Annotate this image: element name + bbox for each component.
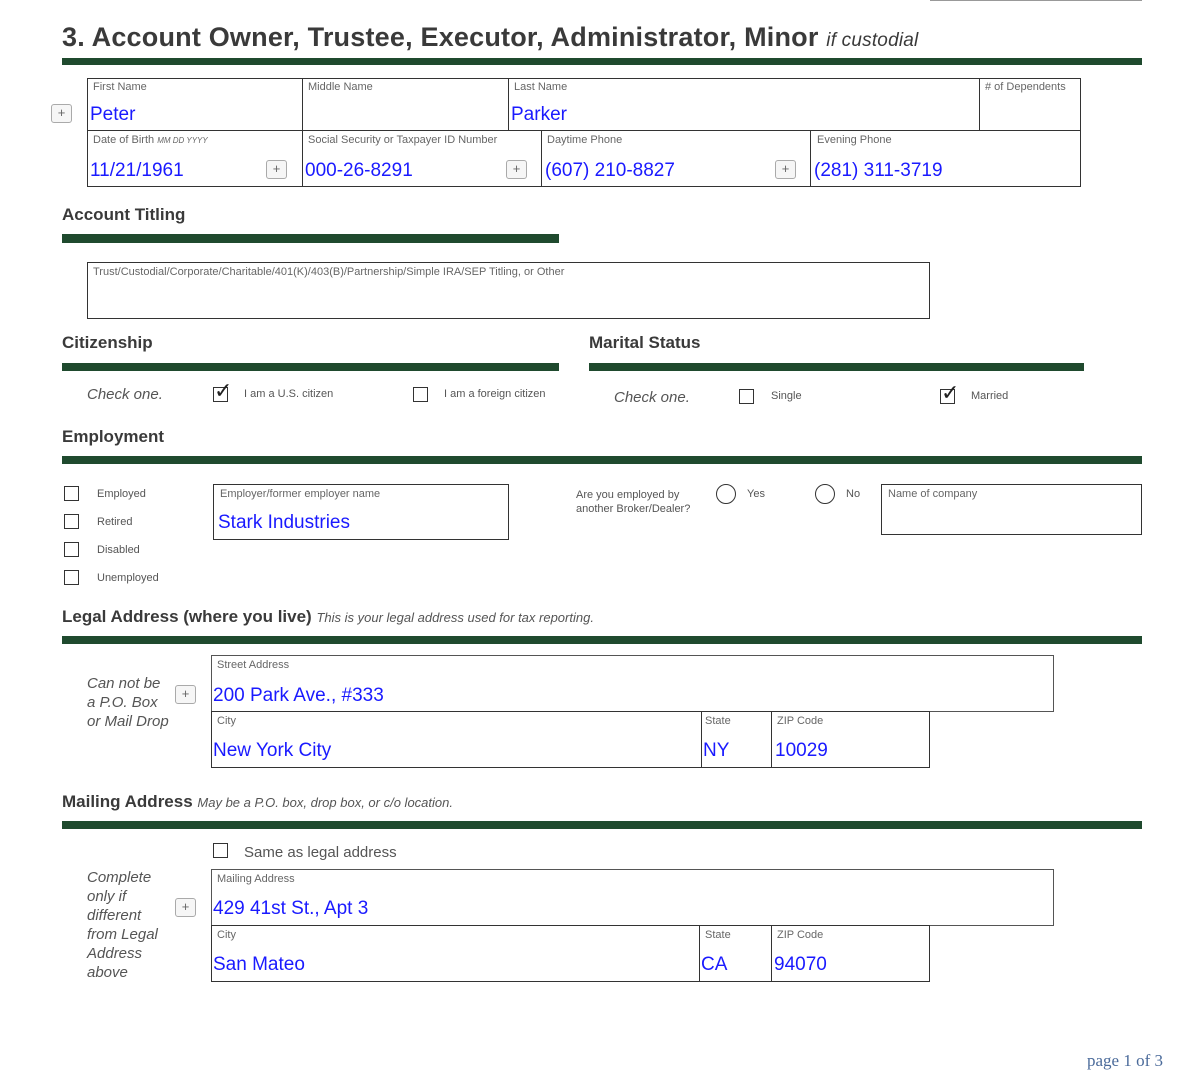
employer-label: Employer/former employer name <box>220 488 381 500</box>
mailing-zip-label: ZIP Code <box>777 929 824 941</box>
mailing-address-heading-text: Mailing Address <box>62 792 193 811</box>
married-checkmark: ✓ <box>941 380 960 405</box>
middle-name-label: Middle Name <box>308 81 373 93</box>
single-label: Single <box>771 390 802 402</box>
married-label: Married <box>971 390 1009 402</box>
mailing-address-label: Mailing Address <box>217 873 295 885</box>
last-name-value[interactable]: Parker <box>511 104 567 125</box>
mailing-zip-value[interactable]: 94070 <box>774 954 827 975</box>
legal-address-rule <box>62 636 1142 644</box>
mailing-state-value[interactable]: CA <box>701 954 728 975</box>
mailing-address-expand-button[interactable]: + <box>175 898 196 917</box>
legal-address-heading-text: Legal Address (where you live) <box>62 607 312 626</box>
retired-checkbox[interactable] <box>64 514 79 529</box>
first-name-value[interactable]: Peter <box>90 104 136 125</box>
unemployed-checkbox[interactable] <box>64 570 79 585</box>
mailing-city-label: City <box>217 929 236 941</box>
last-name-field[interactable] <box>508 78 981 132</box>
employment-heading: Employment <box>62 427 165 446</box>
marital-heading: Marital Status <box>589 333 701 352</box>
citizenship-heading: Citizenship <box>62 333 153 352</box>
ssn-value[interactable]: 000-26-8291 <box>305 160 413 181</box>
legal-zip-value[interactable]: 10029 <box>775 740 828 761</box>
marital-rule <box>589 363 1084 371</box>
marital-instruction: Check one. <box>614 389 690 406</box>
disabled-checkbox[interactable] <box>64 542 79 557</box>
legal-city-label: City <box>217 715 236 727</box>
mailing-address-value[interactable]: 429 41st St., Apt 3 <box>213 898 369 919</box>
section-title <box>62 22 918 53</box>
broker-no-label: No <box>846 488 861 500</box>
section-title-suffix: if custodial <box>826 30 919 51</box>
citizenship-rule <box>62 363 559 371</box>
legal-address-side-note: Can not be a P.O. Box or Mail Drop <box>87 675 169 730</box>
account-titling-rule <box>62 234 559 243</box>
employed-checkbox[interactable] <box>64 486 79 501</box>
legal-city-value[interactable]: New York City <box>213 740 332 761</box>
broker-yes-radio[interactable] <box>716 484 736 504</box>
last-name-label: Last Name <box>514 81 568 93</box>
dob-label-text: Date of Birth <box>93 134 155 146</box>
foreign-citizen-checkbox[interactable] <box>413 387 428 402</box>
us-citizen-checkmark: ✓ <box>214 378 233 403</box>
retired-label: Retired <box>97 516 133 528</box>
same-as-legal-checkbox[interactable] <box>213 843 228 858</box>
section-title-text: 3. Account Owner, Trustee, Executor, Administrator, Minor <box>62 22 819 52</box>
first-name-label: First Name <box>93 81 147 93</box>
legal-state-value[interactable]: NY <box>703 740 730 761</box>
same-as-legal-label: Same as legal address <box>244 844 397 861</box>
legal-state-label: State <box>705 715 731 727</box>
broker-yes-label: Yes <box>747 488 765 500</box>
expand-name-button[interactable]: + <box>51 104 72 123</box>
mailing-address-heading <box>62 792 453 812</box>
mailing-state-label: State <box>705 929 731 941</box>
day-phone-label: Daytime Phone <box>547 134 623 146</box>
legal-zip-label: ZIP Code <box>777 715 824 727</box>
mailing-city-value[interactable]: San Mateo <box>213 954 305 975</box>
dob-format-hint: MM DD YYYY <box>157 136 208 145</box>
employed-label: Employed <box>97 488 146 500</box>
day-phone-expand-button[interactable]: + <box>775 160 796 179</box>
section-rule <box>62 58 1142 65</box>
employment-rule <box>62 456 1142 464</box>
top-rule <box>930 0 1142 1</box>
legal-address-heading <box>62 607 594 627</box>
broker-no-radio[interactable] <box>815 484 835 504</box>
evening-phone-value[interactable]: (281) 311-3719 <box>814 160 943 181</box>
page-indicator: page 1 of 3 <box>1086 1051 1163 1070</box>
mailing-address-rule <box>62 821 1142 829</box>
dob-value[interactable]: 11/21/1961 <box>90 160 184 181</box>
dob-expand-button[interactable]: + <box>266 160 287 179</box>
dependents-label: # of Dependents <box>985 81 1066 93</box>
account-titling-label: Trust/Custodial/Corporate/Charitable/401(K)/403(B)/Partnership/Simple IRA/SEP Titling, or Other <box>93 266 565 278</box>
foreign-citizen-label: I am a foreign citizen <box>444 388 546 400</box>
legal-address-note: This is your legal address used for tax reporting. <box>316 610 594 625</box>
broker-question: Are you employed by another Broker/Dealer? <box>576 489 691 515</box>
citizenship-instruction: Check one. <box>87 386 163 403</box>
day-phone-value[interactable]: (607) 210-8827 <box>545 160 675 181</box>
single-checkbox[interactable] <box>739 389 754 404</box>
legal-address-expand-button[interactable]: + <box>175 685 196 704</box>
evening-phone-label: Evening Phone <box>817 134 892 146</box>
mailing-address-note: May be a P.O. box, drop box, or c/o location. <box>197 795 453 810</box>
account-titling-heading: Account Titling <box>62 205 186 224</box>
dob-label <box>93 134 208 146</box>
mailing-address-side-note: Complete only if different from Legal Address above <box>87 869 158 981</box>
disabled-label: Disabled <box>97 544 140 556</box>
ssn-expand-button[interactable]: + <box>506 160 527 179</box>
ssn-label: Social Security or Taxpayer ID Number <box>308 134 498 146</box>
street-address-label: Street Address <box>217 659 290 671</box>
unemployed-label: Unemployed <box>97 572 159 584</box>
employer-value[interactable]: Stark Industries <box>218 512 350 533</box>
street-address-value[interactable]: 200 Park Ave., #333 <box>213 685 384 706</box>
company-label: Name of company <box>888 488 978 500</box>
us-citizen-label: I am a U.S. citizen <box>244 388 334 400</box>
